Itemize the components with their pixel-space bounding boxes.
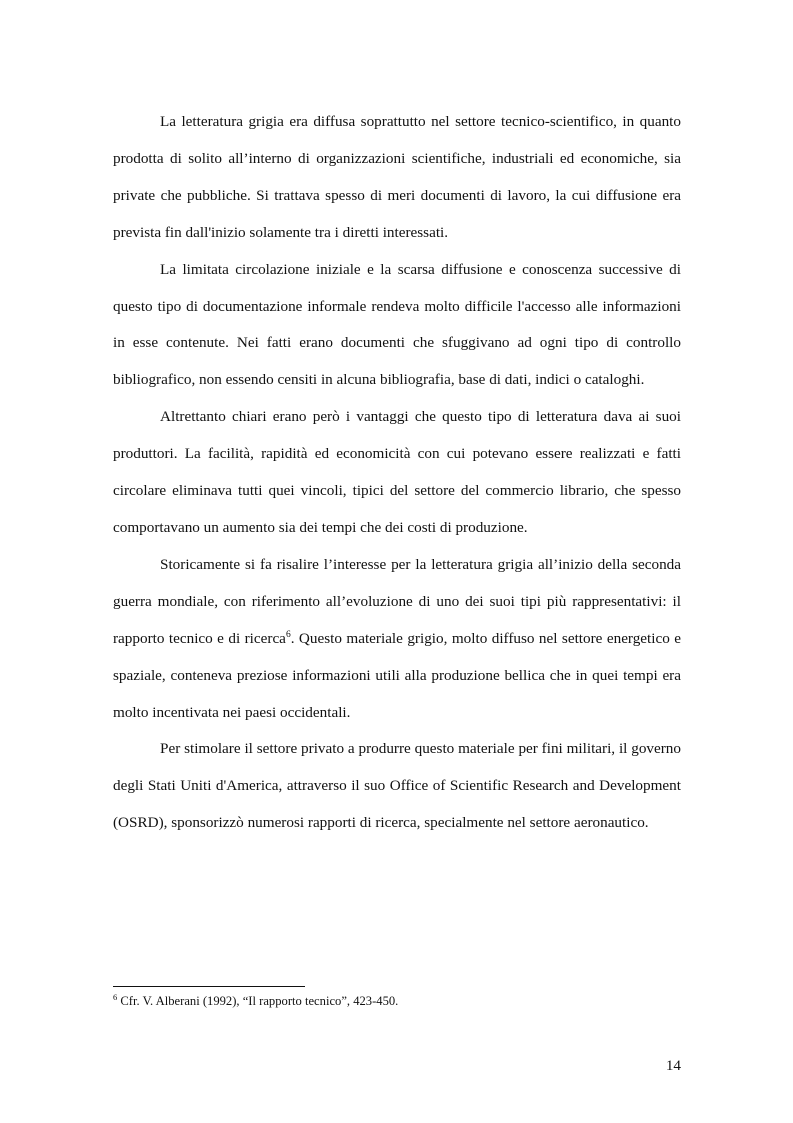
footnote-text: Cfr. V. Alberani (1992), “Il rapporto tecnico”, 423-450. [120,994,399,1008]
paragraph-4-text-before: Storicamente si fa risalire l’interesse per la letteratura grigia all’inizio della seconda guerra mondiale, con riferimento all’evoluzione di uno dei suoi tipi più rappresentativi: il rapporto tecnico e di ricerca [113,555,681,647]
page-number: 14 [665,1057,681,1074]
footnote [113,992,681,1010]
body-text [113,104,681,842]
paragraph-2: La limitata circolazione iniziale e la scarsa diffusione e conoscenza successive di questo tipo di documentazione informale rendeva molto difficile l'accesso alle informazioni in esse contenute. Nei fatti erano documenti che sfuggivano ad ogni tipo di controllo bibliografico, non essendo censiti in alcuna bibliografia, base di dati, indici o cataloghi. [113,260,681,389]
footnote-reference: 6 [285,629,291,640]
paragraph-1: La letteratura grigia era diffusa soprattutto nel settore tecnico-scientifico, in quanto prodotta di solito all’interno di organizzazioni scientifiche, industriali ed economiche, sia private che pubbliche. Si trattava spesso di meri documenti di lavoro, la cui diffusione era prevista fin dall'inizio solamente tra i diretti interessati. [113,113,681,241]
paragraph-4 [113,547,681,732]
footnote-number: 6 [113,992,118,1002]
paragraph-3: Altrettanto chiari erano però i vantaggi che questo tipo di letteratura dava ai suoi produttori. La facilità, rapidità ed economicità con cui potevano essere realizzati e fatti circolare eliminava tutti quei vincoli, tipici del settore del commercio librario, che spesso comportavano un aumento sia dei tempi che dei costi di produzione. [113,408,681,536]
paragraph-5: Per stimolare il settore privato a produrre questo materiale per fini militari, il governo degli Stati Uniti d'America, attraverso il suo Office of Scientific Research and Development (OSRD), sponsorizzò numerosi rapporti di ricerca, specialmente nel settore aeronautico. [113,740,681,832]
paragraph-4-text-after: . Questo materiale grigio, molto diffuso nel settore energetico e spaziale, conteneva preziose informazioni utili alla produzione bellica che in quei tempi era molto incentivata nei paesi occidentali. [113,629,682,721]
footnote-separator [113,986,305,987]
